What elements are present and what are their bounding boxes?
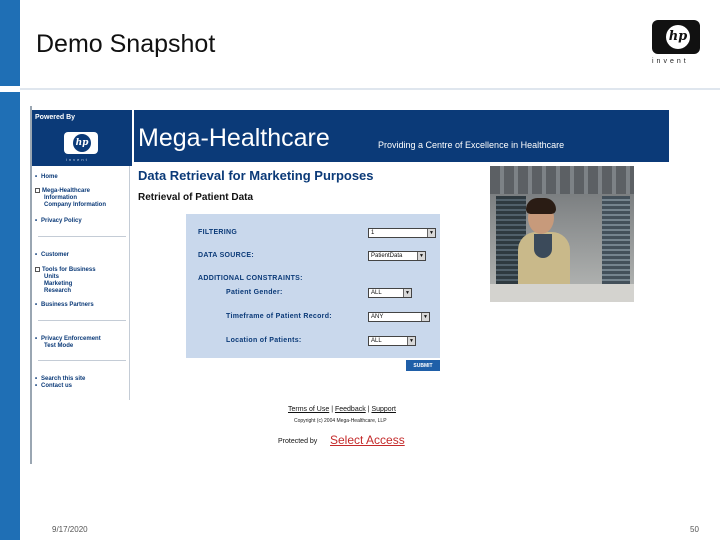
nav-item-mega-info-line2[interactable]: Information [44, 195, 77, 201]
checkbox-icon [35, 188, 40, 193]
site-footer-links [288, 406, 396, 413]
nav-item-label: Privacy Enforcement [41, 336, 101, 342]
checkbox-icon [35, 267, 40, 272]
select-access-link[interactable]: Select Access [330, 433, 405, 447]
data-source-select[interactable] [368, 251, 426, 261]
nav-item-label: Business Partners [41, 302, 94, 308]
filtering-label: FILTERING [198, 229, 238, 236]
nav-item-label: Contact us [41, 383, 73, 389]
footer-separator: | [331, 406, 334, 413]
timeframe-select[interactable] [368, 312, 430, 322]
page-subtitle: Retrieval of Patient Data [138, 192, 254, 203]
nav-item-privacy-enforcement-line2[interactable]: Test Mode [44, 343, 74, 349]
chevron-down-icon: ▼ [403, 289, 411, 297]
chevron-down-icon: ▼ [407, 337, 415, 345]
nav-item-label: Mega-Healthcare [42, 188, 91, 195]
nav-item-label: Search this site [41, 376, 86, 382]
healthcare-worker-photo [490, 166, 634, 302]
location-label: Location of Patients: [226, 337, 302, 344]
submit-button[interactable]: SUBMIT [406, 360, 440, 371]
support-link[interactable]: Support [371, 406, 396, 413]
powered-by-hp-logo[interactable] [64, 132, 98, 154]
nav-item-label: Home [41, 174, 58, 180]
location-select-value: ALL [371, 338, 382, 344]
nav-item-search-site[interactable]: • Search this site [35, 376, 86, 382]
slide-accent-gap [0, 86, 20, 92]
nav-item-contact-us[interactable]: • Contact us [35, 383, 73, 389]
additional-constraints-label: ADDITIONAL CONSTRAINTS: [198, 275, 303, 282]
site-tagline: Providing a Centre of Excellence in Healthcare [378, 140, 565, 150]
slide-title-rule [20, 88, 720, 90]
nav-item-mega-info-line3[interactable]: Company Information [44, 202, 107, 208]
nav-divider [38, 360, 126, 361]
chevron-down-icon: ▼ [427, 229, 435, 237]
slide-title: Demo Snapshot [36, 30, 216, 58]
nav-divider [38, 320, 126, 321]
slide-accent-band [0, 0, 20, 540]
photo-server-rack-right [602, 196, 630, 288]
nav-item-label: Privacy Policy [41, 218, 82, 224]
patient-gender-select[interactable] [368, 288, 412, 298]
nav-item-privacy-policy[interactable]: • Privacy Policy [35, 218, 82, 224]
data-retrieval-form [186, 214, 440, 358]
powered-by-panel [32, 110, 132, 166]
site-sidebar-nav [32, 166, 130, 400]
slide-page-number: 50 [690, 525, 699, 534]
footer-separator: | [367, 406, 370, 413]
hp-logo [652, 20, 700, 54]
filtering-select-value: 1 [371, 230, 375, 236]
slide-date: 9/17/2020 [52, 525, 88, 534]
nav-item-label: Customer [41, 252, 70, 258]
nav-item-tools-line4[interactable]: Research [44, 288, 72, 294]
nav-item-tools-line2[interactable]: Units [44, 274, 59, 280]
timeframe-select-value: ANY [371, 314, 384, 320]
photo-ceiling [490, 166, 634, 194]
copyright-text: Copyright (c) 2004 Mega-Healthcare, LLP [294, 418, 387, 424]
nav-divider [38, 236, 126, 237]
feedback-link[interactable]: Feedback [334, 406, 366, 413]
nav-item-home[interactable]: • Home [35, 174, 58, 180]
location-select[interactable] [368, 336, 416, 346]
hp-logo-mark: hp [666, 25, 690, 49]
nav-item-customer[interactable]: • Customer [35, 252, 70, 258]
photo-person-shirt [534, 234, 552, 258]
website-screenshot [30, 106, 672, 464]
filtering-select[interactable] [368, 228, 436, 238]
data-source-select-value: PatientData [371, 253, 403, 259]
chevron-down-icon: ▼ [421, 313, 429, 321]
photo-person-hair [526, 198, 556, 214]
nav-item-tools-line3[interactable]: Marketing [44, 281, 73, 287]
chevron-down-icon: ▼ [417, 252, 425, 260]
hp-logo-mark-small: hp [73, 134, 91, 152]
photo-desk [490, 284, 634, 302]
powered-by-invent: invent [66, 157, 89, 162]
data-source-label: DATA SOURCE: [198, 252, 254, 259]
patient-gender-label: Patient Gender: [226, 289, 283, 296]
powered-by-label: Powered By [35, 114, 76, 121]
nav-item-label: Tools for Business [42, 267, 96, 274]
terms-of-use-link[interactable]: Terms of Use [288, 406, 330, 413]
page-title: Data Retrieval for Marketing Purposes [138, 168, 374, 183]
timeframe-label: Timeframe of Patient Record: [226, 313, 332, 320]
nav-item-business-partners[interactable]: • Business Partners [35, 302, 94, 308]
patient-gender-select-value: ALL [371, 290, 382, 296]
hp-invent-tagline: invent [652, 58, 689, 65]
protected-by-label: Protected by [278, 438, 318, 445]
site-brand-name[interactable]: Mega-Healthcare [138, 124, 330, 152]
site-header-banner [134, 110, 669, 162]
nav-item-privacy-enforcement[interactable]: • Privacy Enforcement [35, 336, 101, 342]
